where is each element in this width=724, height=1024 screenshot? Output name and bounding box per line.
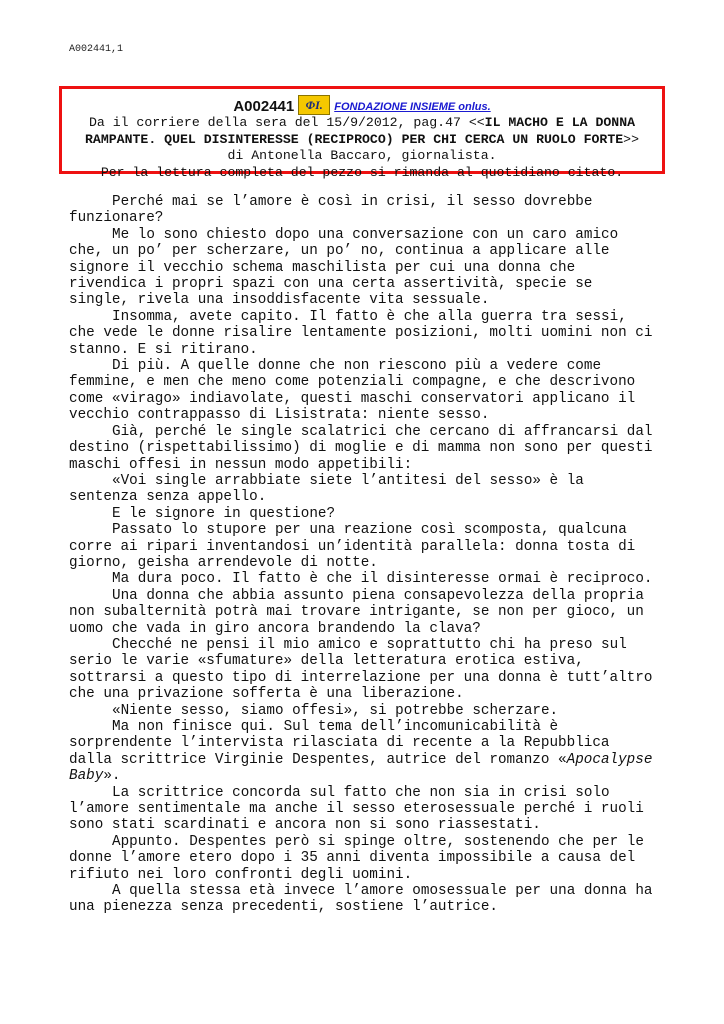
- header-box: [59, 86, 665, 180]
- paragraph: Perché mai se l’amore è così in crisi, il sesso dovrebbe funzionare?: [69, 194, 593, 227]
- source-line: [62, 115, 662, 132]
- paragraph: «Niente sesso, siamo offesi», si potrebbe scherzare.: [112, 702, 559, 719]
- author-line: di Antonella Baccaro, giornalista.: [227, 148, 497, 163]
- article-title-part2: RAMPANTE. QUEL DISINTERESSE (RECIPROCO) PER CHI CERCA UN RUOLO FORTE: [85, 131, 624, 147]
- paragraph: Me lo sono chiesto dopo una conversazione con un caro amico che, un po’ per scherzare, un po’ no, continua a applicare alle signore il vecchio schema maschilista per cui una donna che rivendica i propri spazi con una certa assertività, specie se single, rivela una insoddisfacente vita sessuale.: [69, 226, 619, 309]
- paragraph: Già, perché le single scalatrici che cercano di affrancarsi dal destino (rispettabilissimo) di moglie e di mamma non sono per questi maschi offesi in nessun modo appetibili:: [69, 423, 653, 473]
- novel-title: Apocalypse Baby: [69, 751, 653, 785]
- article-body: [69, 194, 659, 916]
- title-line: [62, 132, 662, 149]
- header-title-row: [62, 95, 662, 115]
- paragraph: Appunto. Despentes però si spinge oltre, sostenendo che per le donne l’amore etero dopo i 35 anni diventa impossibile a causa del rifiuto nei loro confronti degli uomini.: [69, 833, 644, 883]
- document-code: A002441: [233, 97, 295, 115]
- paragraph: Ma dura poco. Il fatto è che il disinteresse ormai è reciproco.: [112, 571, 653, 588]
- paragraph: Insomma, avete capito. Il fatto è che alla guerra tra sessi, che vede le donne risalire lentamente posizioni, molti uomini non ci stanno. E si ritirano.: [69, 308, 653, 358]
- paragraph: Passato lo stupore per una reazione così scomposta, qualcuna corre ai ripari inventandosi un’identità parallela: donna tosta di giorno, geisha arrendevole di notte.: [69, 522, 636, 571]
- document-id: A002441,1: [69, 44, 124, 55]
- foundation-logo-icon: ΦI.: [298, 95, 330, 115]
- paragraph: Ma non finisce qui. Sul tema dell’incomunicabilità è sorprendente l’intervista rilasciata di recente a la Repubblica dalla scrittrice Virginie Despentes, autrice del romanzo «Apocalypse Baby».: [69, 719, 653, 785]
- paragraph: Una donna che abbia assunto piena consapevolezza della propria non subalternità potrà mai trovare intrigante, se non per gioco, un uomo che vada in giro ancora brandendo la clava?: [69, 587, 644, 637]
- paragraph: E le signore in questione?: [112, 505, 336, 522]
- paragraph: A quella stessa età invece l’amore omosessuale per una donna ha una pienezza senza precedenti, sostiene l’autrice.: [69, 883, 653, 916]
- paragraph: Di più. A quelle donne che non riescono più a vedere come femmine, e men che meno come potenziali compagne, e che descrivono come «virago» indiavolate, questi maschi conservatori applicano il vecchio contrappasso di Lisistrata: niente sesso.: [69, 358, 636, 424]
- note-line: Per la lettura completa del pezzo si rimanda al quotidiano citato.: [100, 164, 624, 180]
- paragraph: Checché ne pensi il mio amico e soprattutto chi ha preso sul serio le varie «sfumature» della letteratura erotica estiva, sottrarsi a questo tipo di interrelazione per una donna è tutt’altro che una privazione sofferta è una liberazione.: [69, 636, 653, 703]
- paragraph: La scrittrice concorda sul fatto che non sia in crisi solo l’amore sentimentale ma anche il sesso eterosessuale perché i ruoli sono stati scardinati e ancora non si sono riassestati.: [69, 784, 644, 834]
- source-prefix: Da il corriere della sera del 15/9/2012, pag.47 <<: [88, 115, 485, 130]
- article-title-part1: IL MACHO E LA DONNA: [484, 115, 636, 130]
- title-suffix: >>: [623, 131, 639, 147]
- paragraph: «Voi single arrabbiate siete l’antitesi del sesso» è la sentenza senza appello.: [69, 472, 584, 506]
- foundation-link[interactable]: FONDAZIONE INSIEME onlus.: [334, 100, 491, 113]
